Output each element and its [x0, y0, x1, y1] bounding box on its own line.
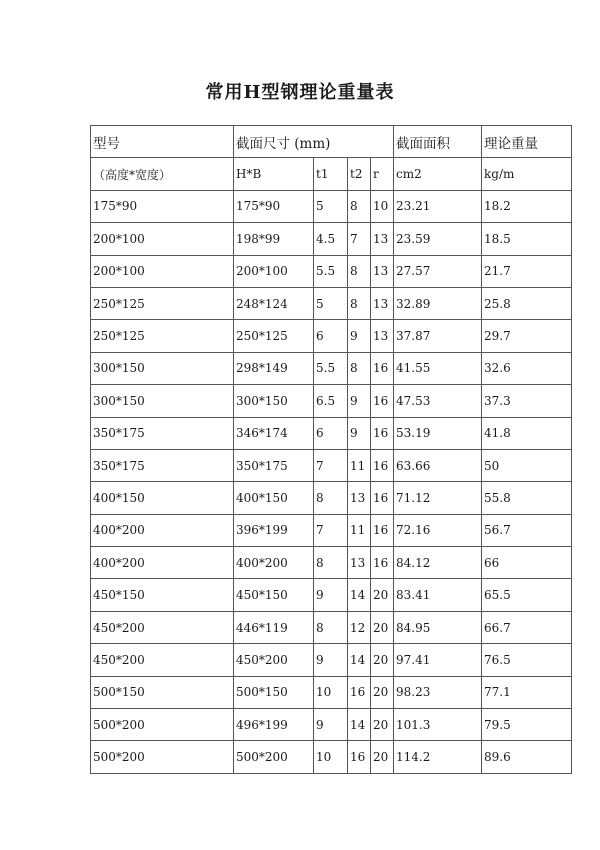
cell-r: 16: [371, 449, 394, 481]
table-row: [91, 482, 572, 514]
cell-weight: 37.3: [482, 385, 572, 417]
cell-hb: 500*200: [234, 741, 314, 773]
cell-r: 20: [371, 709, 394, 741]
cell-hb: 300*150: [234, 385, 314, 417]
cell-r: 10: [371, 190, 394, 222]
cell-area: 23.59: [394, 223, 482, 255]
cell-t2: 14: [348, 644, 371, 676]
table-body: [91, 126, 572, 774]
cell-area: 72.16: [394, 514, 482, 546]
cell-t2: 9: [348, 385, 371, 417]
cell-weight: 77.1: [482, 676, 572, 708]
table-row: [91, 547, 572, 579]
cell-t1: 9: [314, 709, 348, 741]
table-row: [91, 287, 572, 319]
table-row: [91, 223, 572, 255]
cell-hb: 446*119: [234, 611, 314, 643]
cell-t1: 10: [314, 741, 348, 773]
cell-t1: 9: [314, 579, 348, 611]
cell-weight: 32.6: [482, 352, 572, 384]
cell-r: 16: [371, 482, 394, 514]
cell-area: 84.12: [394, 547, 482, 579]
cell-t2: 16: [348, 676, 371, 708]
cell-model: 400*200: [91, 514, 234, 546]
cell-area: 41.55: [394, 352, 482, 384]
cell-t1: 6.5: [314, 385, 348, 417]
cell-hb: 248*124: [234, 287, 314, 319]
cell-weight: 56.7: [482, 514, 572, 546]
cell-model: 500*150: [91, 676, 234, 708]
cell-model: 200*100: [91, 255, 234, 287]
cell-r: 13: [371, 223, 394, 255]
cell-model: 450*200: [91, 611, 234, 643]
cell-area: 114.2: [394, 741, 482, 773]
cell-t1: 5: [314, 287, 348, 319]
cell-t1: 7: [314, 449, 348, 481]
cell-t2: 8: [348, 352, 371, 384]
cell-model: 250*125: [91, 287, 234, 319]
cell-model: 400*150: [91, 482, 234, 514]
cell-t1: 8: [314, 482, 348, 514]
header-section-size: 截面尺寸 (mm): [234, 126, 394, 158]
cell-weight: 55.8: [482, 482, 572, 514]
cell-weight: 29.7: [482, 320, 572, 352]
cell-t2: 12: [348, 611, 371, 643]
header-t1: t1: [314, 158, 348, 190]
cell-area: 37.87: [394, 320, 482, 352]
cell-t1: 8: [314, 547, 348, 579]
cell-model: 300*150: [91, 385, 234, 417]
cell-weight: 79.5: [482, 709, 572, 741]
cell-t2: 13: [348, 547, 371, 579]
cell-weight: 89.6: [482, 741, 572, 773]
cell-t2: 9: [348, 417, 371, 449]
cell-weight: 66.7: [482, 611, 572, 643]
cell-model: 500*200: [91, 709, 234, 741]
cell-model: 450*200: [91, 644, 234, 676]
cell-hb: 175*90: [234, 190, 314, 222]
cell-model: 350*175: [91, 449, 234, 481]
table-row: [91, 449, 572, 481]
cell-model: 450*150: [91, 579, 234, 611]
cell-r: 20: [371, 611, 394, 643]
table-row: [91, 514, 572, 546]
header-t2: t2: [348, 158, 371, 190]
table-row: [91, 255, 572, 287]
cell-model: 175*90: [91, 190, 234, 222]
table-row: [91, 611, 572, 643]
header-row-1: [91, 126, 572, 158]
header-row-2: [91, 158, 572, 190]
cell-t2: 8: [348, 190, 371, 222]
cell-area: 71.12: [394, 482, 482, 514]
cell-weight: 66: [482, 547, 572, 579]
cell-t2: 8: [348, 287, 371, 319]
cell-t1: 7: [314, 514, 348, 546]
cell-model: 350*175: [91, 417, 234, 449]
header-hb: H*B: [234, 158, 314, 190]
cell-r: 20: [371, 644, 394, 676]
cell-t2: 14: [348, 579, 371, 611]
cell-hb: 450*150: [234, 579, 314, 611]
cell-r: 16: [371, 352, 394, 384]
cell-r: 13: [371, 320, 394, 352]
header-weight-unit: kg/m: [482, 158, 572, 190]
cell-r: 16: [371, 385, 394, 417]
cell-t1: 8: [314, 611, 348, 643]
cell-t1: 5: [314, 190, 348, 222]
table-row: [91, 352, 572, 384]
cell-r: 16: [371, 547, 394, 579]
cell-area: 98.23: [394, 676, 482, 708]
table-row: [91, 741, 572, 773]
table-row: [91, 709, 572, 741]
cell-area: 53.19: [394, 417, 482, 449]
cell-r: 16: [371, 417, 394, 449]
cell-r: 20: [371, 579, 394, 611]
cell-weight: 25.8: [482, 287, 572, 319]
cell-r: 13: [371, 255, 394, 287]
cell-t2: 9: [348, 320, 371, 352]
cell-t2: 13: [348, 482, 371, 514]
cell-area: 23.21: [394, 190, 482, 222]
cell-t1: 10: [314, 676, 348, 708]
header-weight: 理论重量: [482, 126, 572, 158]
cell-hb: 298*149: [234, 352, 314, 384]
cell-weight: 18.2: [482, 190, 572, 222]
table-row: [91, 190, 572, 222]
cell-weight: 50: [482, 449, 572, 481]
cell-t2: 7: [348, 223, 371, 255]
cell-hb: 400*200: [234, 547, 314, 579]
cell-area: 32.89: [394, 287, 482, 319]
cell-area: 97.41: [394, 644, 482, 676]
cell-model: 300*150: [91, 352, 234, 384]
cell-t1: 4.5: [314, 223, 348, 255]
cell-model: 500*200: [91, 741, 234, 773]
cell-area: 84.95: [394, 611, 482, 643]
cell-r: 16: [371, 514, 394, 546]
header-model: 型号: [91, 126, 234, 158]
cell-model: 200*100: [91, 223, 234, 255]
header-model-sub: （高度*宽度）: [91, 158, 234, 190]
cell-area: 83.41: [394, 579, 482, 611]
table-row: [91, 644, 572, 676]
cell-hb: 350*175: [234, 449, 314, 481]
cell-model: 250*125: [91, 320, 234, 352]
cell-hb: 200*100: [234, 255, 314, 287]
cell-area: 63.66: [394, 449, 482, 481]
h-beam-weight-table: [90, 125, 572, 774]
cell-weight: 21.7: [482, 255, 572, 287]
cell-t2: 14: [348, 709, 371, 741]
cell-t1: 5.5: [314, 255, 348, 287]
cell-weight: 41.8: [482, 417, 572, 449]
cell-hb: 400*150: [234, 482, 314, 514]
cell-hb: 450*200: [234, 644, 314, 676]
table-row: [91, 417, 572, 449]
cell-t2: 11: [348, 514, 371, 546]
cell-weight: 18.5: [482, 223, 572, 255]
cell-model: 400*200: [91, 547, 234, 579]
cell-hb: 198*99: [234, 223, 314, 255]
cell-area: 47.53: [394, 385, 482, 417]
cell-weight: 65.5: [482, 579, 572, 611]
cell-hb: 496*199: [234, 709, 314, 741]
cell-weight: 76.5: [482, 644, 572, 676]
cell-r: 20: [371, 676, 394, 708]
cell-t2: 8: [348, 255, 371, 287]
cell-t1: 6: [314, 320, 348, 352]
header-area-unit: cm2: [394, 158, 482, 190]
page-title: 常用H型钢理论重量表: [205, 82, 395, 103]
cell-hb: 500*150: [234, 676, 314, 708]
table-row: [91, 320, 572, 352]
header-area: 截面面积: [394, 126, 482, 158]
table-row: [91, 579, 572, 611]
cell-t1: 5.5: [314, 352, 348, 384]
table-row: [91, 676, 572, 708]
cell-hb: 396*199: [234, 514, 314, 546]
header-r: r: [371, 158, 394, 190]
cell-t2: 16: [348, 741, 371, 773]
cell-t1: 6: [314, 417, 348, 449]
cell-hb: 346*174: [234, 417, 314, 449]
cell-hb: 250*125: [234, 320, 314, 352]
table-row: [91, 385, 572, 417]
cell-t2: 11: [348, 449, 371, 481]
cell-r: 13: [371, 287, 394, 319]
cell-r: 20: [371, 741, 394, 773]
cell-area: 27.57: [394, 255, 482, 287]
cell-t1: 9: [314, 644, 348, 676]
cell-area: 101.3: [394, 709, 482, 741]
